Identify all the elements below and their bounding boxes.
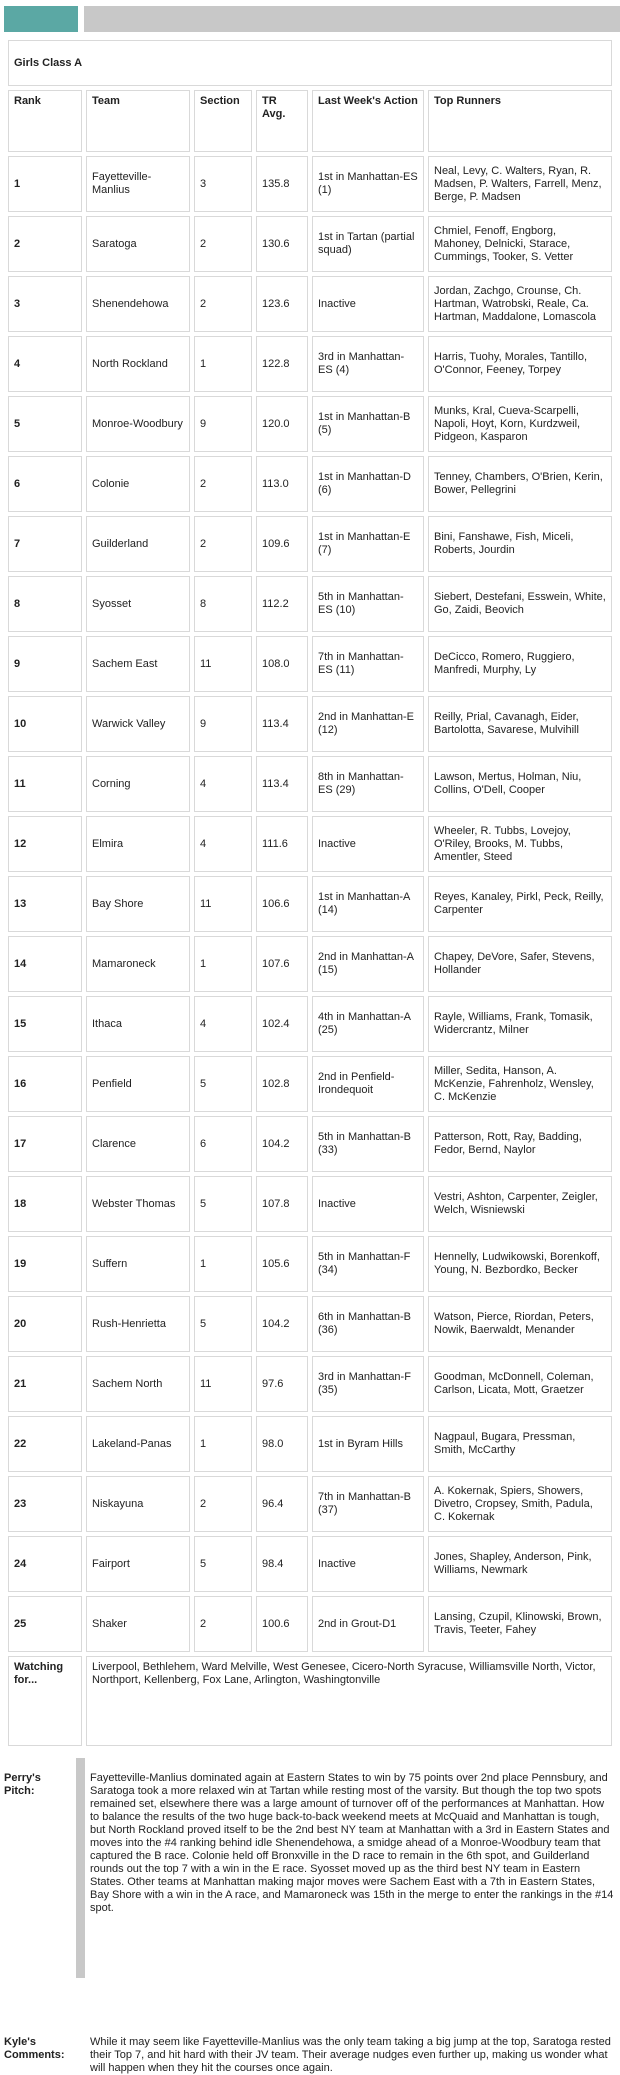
action-cell: 2nd in Penfield-Irondequoit: [312, 1056, 424, 1112]
action-cell: 1st in Manhattan-D (6): [312, 456, 424, 512]
tr-avg-cell: 102.8: [256, 1056, 308, 1112]
runners-cell: Tenney, Chambers, O'Brien, Kerin, Bower, Pellegrini: [428, 456, 612, 512]
team-cell: Mamaroneck: [86, 936, 190, 992]
section-cell: 6: [194, 1116, 252, 1172]
table-row: [8, 1056, 612, 1112]
table-row: [8, 936, 612, 992]
section-cell: 11: [194, 1356, 252, 1412]
runners-cell: Rayle, Williams, Frank, Tomasik, Widercrantz, Milner: [428, 996, 612, 1052]
runners-cell: Bini, Fanshawe, Fish, Miceli, Roberts, Jourdin: [428, 516, 612, 572]
section-cell: 1: [194, 336, 252, 392]
runners-cell: Chapey, DeVore, Safer, Stevens, Hollander: [428, 936, 612, 992]
runners-cell: Nagpaul, Bugara, Pressman, Smith, McCarthy: [428, 1416, 612, 1472]
team-cell: Colonie: [86, 456, 190, 512]
table-row: [8, 996, 612, 1052]
runners-cell: Chmiel, Fenoff, Engborg, Mahoney, Delnicki, Starace, Cummings, Tooker, S. Vetter: [428, 216, 612, 272]
team-cell: Fairport: [86, 1536, 190, 1592]
rank-cell: 4: [8, 336, 82, 392]
tr-avg-cell: 100.6: [256, 1596, 308, 1652]
rank-cell: 14: [8, 936, 82, 992]
section-cell: 2: [194, 276, 252, 332]
team-cell: North Rockland: [86, 336, 190, 392]
table-row: [8, 516, 612, 572]
pitch-label: Perry's Pitch:: [4, 1772, 41, 1797]
watching-list: Liverpool, Bethlehem, Ward Melville, West Genesee, Cicero-North Syracuse, Williamsville North, Victor, Northport, Kellenberg, Fox Lane, Arlington, Washingtonville: [86, 1656, 612, 1746]
action-cell: Inactive: [312, 1536, 424, 1592]
runners-cell: Neal, Levy, C. Walters, Ryan, R. Madsen, P. Walters, Farrell, Menz, Berge, P. Madsen: [428, 156, 612, 212]
table-row: [8, 696, 612, 752]
table-row: [8, 1116, 612, 1172]
runners-cell: DeCicco, Romero, Ruggiero, Manfredi, Murphy, Ly: [428, 636, 612, 692]
table-row: [8, 276, 612, 332]
action-cell: 5th in Manhattan-F (34): [312, 1236, 424, 1292]
action-cell: 8th in Manhattan-ES (29): [312, 756, 424, 812]
tr-avg-cell: 108.0: [256, 636, 308, 692]
col-section-header: Section: [194, 90, 252, 152]
section-cell: 5: [194, 1056, 252, 1112]
runners-cell: Goodman, McDonnell, Coleman, Carlson, Licata, Mott, Graetzer: [428, 1356, 612, 1412]
runners-cell: Watson, Pierce, Riordan, Peters, Nowik, Baerwaldt, Menander: [428, 1296, 612, 1352]
table-row: [8, 396, 612, 452]
runners-cell: Lawson, Mertus, Holman, Niu, Collins, O'Dell, Cooper: [428, 756, 612, 812]
table-caption-row: [8, 40, 612, 86]
runners-cell: Reyes, Kanaley, Pirkl, Peck, Reilly, Carpenter: [428, 876, 612, 932]
team-cell: Elmira: [86, 816, 190, 872]
rank-cell: 9: [8, 636, 82, 692]
runners-cell: Lansing, Czupil, Klinowski, Brown, Travis, Teeter, Fahey: [428, 1596, 612, 1652]
table-row: [8, 816, 612, 872]
table-row: [8, 1416, 612, 1472]
table-row: [8, 1356, 612, 1412]
section-cell: 11: [194, 876, 252, 932]
rank-cell: 15: [8, 996, 82, 1052]
runners-cell: Miller, Sedita, Hanson, A. McKenzie, Fahrenholz, Wensley, C. McKenzie: [428, 1056, 612, 1112]
tr-avg-cell: 104.2: [256, 1296, 308, 1352]
action-cell: 5th in Manhattan-ES (10): [312, 576, 424, 632]
rank-cell: 20: [8, 1296, 82, 1352]
table-header-row: [8, 90, 612, 152]
col-tr-avg-header: TR Avg.: [256, 90, 308, 152]
tr-avg-cell: 112.2: [256, 576, 308, 632]
team-cell: Fayetteville-Manlius: [86, 156, 190, 212]
section-cell: 1: [194, 1416, 252, 1472]
tr-avg-cell: 106.6: [256, 876, 308, 932]
action-cell: 1st in Manhattan-A (14): [312, 876, 424, 932]
table-row: [8, 1236, 612, 1292]
action-cell: 3rd in Manhattan-F (35): [312, 1356, 424, 1412]
section-cell: 11: [194, 636, 252, 692]
header-bar: [84, 6, 620, 32]
action-cell: 1st in Manhattan-B (5): [312, 396, 424, 452]
section-cell: 8: [194, 576, 252, 632]
action-cell: 2nd in Manhattan-A (15): [312, 936, 424, 992]
runners-cell: Jordan, Zachgo, Crounse, Ch. Hartman, Watrobski, Reale, Ca. Hartman, Maddalone, Lomascola: [428, 276, 612, 332]
pitch-text: Fayetteville-Manlius dominated again at Eastern States to win by 75 points over 2nd place Pennsbury, and Saratoga took a more relaxed win at Tartan while resting most of the varsity. But though the top two spots remained set, elsewhere there was a large amount of turnover off of the performances at Manhattan. How to balance the results of the two huge back-to-back weekend meets at McQuaid and Manhattan is tough, but North Rockland proved itself to be the 2nd best NY team at Manhattan with a 3rd in Eastern States and moves into the #4 ranking behind idle Shenendehowa, a smidge ahead of a Monroe-Woodbury team that captured the B race. Colonie held off Bronxville in the D race to remain in the 6th spot, and Guilderland rounds out the top 7 with a win in the E race. Syosset moved up as the third best NY team in Eastern States. Other teams at Manhattan making major moves were Sachem East with a 7th in Eastern States, Bay Shore with a win in the A race, and Mamaroneck was 15th in the merge to enter the rankings in the #14 spot.: [90, 1772, 614, 1914]
table-row: [8, 456, 612, 512]
action-cell: 5th in Manhattan-B (33): [312, 1116, 424, 1172]
rank-cell: 1: [8, 156, 82, 212]
team-cell: Guilderland: [86, 516, 190, 572]
section-cell: 9: [194, 396, 252, 452]
col-runners-header: Top Runners: [428, 90, 612, 152]
section-cell: 4: [194, 756, 252, 812]
section-cell: 2: [194, 216, 252, 272]
rank-cell: 10: [8, 696, 82, 752]
watching-row: [8, 1656, 612, 1746]
runners-cell: Harris, Tuohy, Morales, Tantillo, O'Connor, Feeney, Torpey: [428, 336, 612, 392]
team-cell: Warwick Valley: [86, 696, 190, 752]
tr-avg-cell: 98.4: [256, 1536, 308, 1592]
section-cell: 1: [194, 936, 252, 992]
team-cell: Webster Thomas: [86, 1176, 190, 1232]
team-cell: Bay Shore: [86, 876, 190, 932]
tr-avg-cell: 105.6: [256, 1236, 308, 1292]
section-cell: 5: [194, 1176, 252, 1232]
rank-cell: 21: [8, 1356, 82, 1412]
rank-cell: 3: [8, 276, 82, 332]
table-row: [8, 1596, 612, 1652]
runners-cell: Hennelly, Ludwikowski, Borenkoff, Young, N. Bezbordko, Becker: [428, 1236, 612, 1292]
rank-cell: 22: [8, 1416, 82, 1472]
section-cell: 4: [194, 816, 252, 872]
tr-avg-cell: 122.8: [256, 336, 308, 392]
accent-bar: [4, 6, 78, 32]
section-cell: 1: [194, 1236, 252, 1292]
section-cell: 2: [194, 1596, 252, 1652]
team-cell: Niskayuna: [86, 1476, 190, 1532]
rank-cell: 13: [8, 876, 82, 932]
team-cell: Ithaca: [86, 996, 190, 1052]
rank-cell: 19: [8, 1236, 82, 1292]
team-cell: Saratoga: [86, 216, 190, 272]
rankings-table: [4, 36, 616, 1750]
action-cell: Inactive: [312, 276, 424, 332]
action-cell: 1st in Manhattan-E (7): [312, 516, 424, 572]
runners-cell: Wheeler, R. Tubbs, Lovejoy, O'Riley, Brooks, M. Tubbs, Amentler, Steed: [428, 816, 612, 872]
action-cell: Inactive: [312, 816, 424, 872]
section-cell: 4: [194, 996, 252, 1052]
table-row: [8, 636, 612, 692]
tr-avg-cell: 120.0: [256, 396, 308, 452]
team-cell: Clarence: [86, 1116, 190, 1172]
rank-cell: 23: [8, 1476, 82, 1532]
tr-avg-cell: 130.6: [256, 216, 308, 272]
runners-cell: A. Kokernak, Spiers, Showers, Divetro, Cropsey, Smith, Padula, C. Kokernak: [428, 1476, 612, 1532]
rank-cell: 5: [8, 396, 82, 452]
team-cell: Sachem North: [86, 1356, 190, 1412]
rank-cell: 11: [8, 756, 82, 812]
table-row: [8, 876, 612, 932]
runners-cell: Munks, Kral, Cueva-Scarpelli, Napoli, Hoyt, Korn, Kurdzweil, Pidgeon, Kasparon: [428, 396, 612, 452]
tr-avg-cell: 96.4: [256, 1476, 308, 1532]
action-cell: 1st in Tartan (partial squad): [312, 216, 424, 272]
rank-cell: 25: [8, 1596, 82, 1652]
action-cell: 7th in Manhattan-B (37): [312, 1476, 424, 1532]
table-row: [8, 156, 612, 212]
action-cell: 7th in Manhattan-ES (11): [312, 636, 424, 692]
team-cell: Lakeland-Panas: [86, 1416, 190, 1472]
tr-avg-cell: 135.8: [256, 156, 308, 212]
action-cell: 2nd in Manhattan-E (12): [312, 696, 424, 752]
team-cell: Sachem East: [86, 636, 190, 692]
action-cell: 1st in Byram Hills: [312, 1416, 424, 1472]
tr-avg-cell: 97.6: [256, 1356, 308, 1412]
section-cell: 5: [194, 1536, 252, 1592]
tr-avg-cell: 109.6: [256, 516, 308, 572]
table-row: [8, 1176, 612, 1232]
tr-avg-cell: 104.2: [256, 1116, 308, 1172]
action-cell: 3rd in Manhattan-ES (4): [312, 336, 424, 392]
tr-avg-cell: 113.0: [256, 456, 308, 512]
tr-avg-cell: 123.6: [256, 276, 308, 332]
table-row: [8, 576, 612, 632]
rank-cell: 12: [8, 816, 82, 872]
table-row: [8, 1476, 612, 1532]
team-cell: Penfield: [86, 1056, 190, 1112]
pitch-bar: [76, 1758, 85, 1978]
table-row: [8, 1296, 612, 1352]
action-cell: 6th in Manhattan-B (36): [312, 1296, 424, 1352]
table-row: [8, 1536, 612, 1592]
section-cell: 3: [194, 156, 252, 212]
team-cell: Shenendehowa: [86, 276, 190, 332]
tr-avg-cell: 111.6: [256, 816, 308, 872]
col-team-header: Team: [86, 90, 190, 152]
tr-avg-cell: 107.6: [256, 936, 308, 992]
runners-cell: Patterson, Rott, Ray, Badding, Fedor, Bernd, Naylor: [428, 1116, 612, 1172]
action-cell: 2nd in Grout-D1: [312, 1596, 424, 1652]
rank-cell: 16: [8, 1056, 82, 1112]
runners-cell: Siebert, Destefani, Esswein, White, Go, Zaidi, Beovich: [428, 576, 612, 632]
tr-avg-cell: 107.8: [256, 1176, 308, 1232]
col-action-header: Last Week's Action: [312, 90, 424, 152]
section-cell: 2: [194, 456, 252, 512]
watching-label: Watching for...: [8, 1656, 82, 1746]
col-rank-header: Rank: [8, 90, 82, 152]
tr-avg-cell: 113.4: [256, 696, 308, 752]
team-cell: Rush-Henrietta: [86, 1296, 190, 1352]
table-title: Girls Class A: [8, 40, 612, 86]
table-row: [8, 336, 612, 392]
rank-cell: 7: [8, 516, 82, 572]
action-cell: 4th in Manhattan-A (25): [312, 996, 424, 1052]
tr-avg-cell: 102.4: [256, 996, 308, 1052]
comments-label: Kyle's Comments:: [4, 2036, 65, 2061]
table-row: [8, 216, 612, 272]
action-cell: Inactive: [312, 1176, 424, 1232]
runners-cell: Vestri, Ashton, Carpenter, Zeigler, Welch, Wisniewski: [428, 1176, 612, 1232]
comments-text: While it may seem like Fayetteville-Manlius was the only team taking a big jump at the top, Saratoga rested their Top 7, and hit hard with their JV team. Their average nudges even further up, making us wonder what will happen when they hit the courses once again.: [90, 2036, 611, 2074]
tr-avg-cell: 113.4: [256, 756, 308, 812]
rank-cell: 24: [8, 1536, 82, 1592]
team-cell: Corning: [86, 756, 190, 812]
rank-cell: 17: [8, 1116, 82, 1172]
team-cell: Syosset: [86, 576, 190, 632]
team-cell: Suffern: [86, 1236, 190, 1292]
rank-cell: 6: [8, 456, 82, 512]
team-cell: Shaker: [86, 1596, 190, 1652]
section-cell: 9: [194, 696, 252, 752]
team-cell: Monroe-Woodbury: [86, 396, 190, 452]
section-cell: 2: [194, 1476, 252, 1532]
rank-cell: 18: [8, 1176, 82, 1232]
rank-cell: 2: [8, 216, 82, 272]
runners-cell: Reilly, Prial, Cavanagh, Eider, Bartolotta, Savarese, Mulvihill: [428, 696, 612, 752]
table-row: [8, 756, 612, 812]
runners-cell: Jones, Shapley, Anderson, Pink, Williams, Newmark: [428, 1536, 612, 1592]
section-cell: 2: [194, 516, 252, 572]
action-cell: 1st in Manhattan-ES (1): [312, 156, 424, 212]
section-cell: 5: [194, 1296, 252, 1352]
rank-cell: 8: [8, 576, 82, 632]
tr-avg-cell: 98.0: [256, 1416, 308, 1472]
